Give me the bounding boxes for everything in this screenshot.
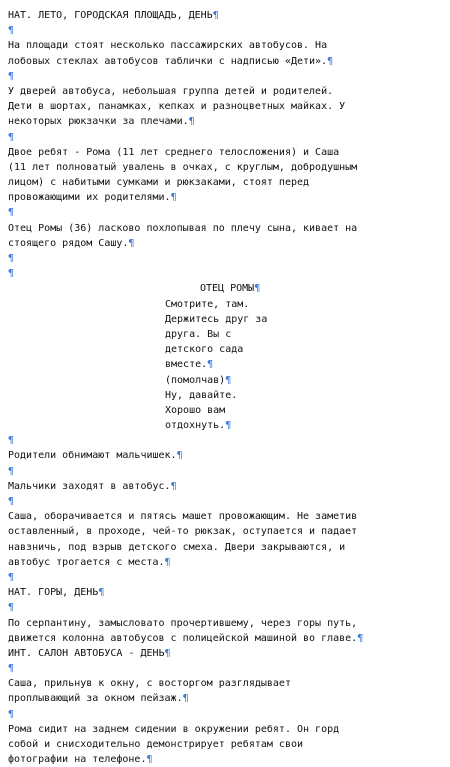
character-name[interactable] [8,281,444,296]
paragraph-mark-icon: ¶ [170,480,177,492]
line-text: провожающими их родителями. [8,192,171,204]
paragraph-mark-icon: ¶ [327,55,334,67]
text-line[interactable] [8,54,444,69]
paragraph-mark-icon: ¶ [8,496,15,507]
text-line[interactable] [8,494,444,509]
line-text: собой и снисходительно демонстрирует ребятам свои [8,739,304,750]
text-line[interactable] [8,616,444,631]
paragraph-mark-icon: ¶ [98,587,105,599]
paragraph-mark-icon: ¶ [8,663,15,675]
line-text: По серпантину, замысловато прочертившему, через горы путь, [8,617,358,629]
text-line[interactable] [8,99,444,114]
line-text: У дверей автобуса, небольшая группа детей и родителей. [8,85,334,97]
dialogue-line[interactable] [8,297,444,312]
text-line[interactable] [8,691,444,706]
text-line[interactable] [8,145,444,160]
text-line[interactable] [8,555,444,570]
paragraph-mark-icon: ¶ [8,131,15,143]
line-text: навзничь, под взрыв детского смеха. Двери закрываются, и [8,541,346,553]
paragraph-mark-icon: ¶ [176,450,183,462]
paragraph-mark-icon: ¶ [357,632,364,644]
dialogue-line[interactable] [8,357,444,372]
paragraph-mark-icon: ¶ [207,359,214,371]
line-text: Саша, оборачивается и пятясь машет провожающим. Не заметив [8,511,358,523]
paragraph-mark-icon: ¶ [8,268,15,280]
text-line[interactable] [8,190,444,205]
text-line[interactable] [8,646,444,661]
paragraph-mark-icon: ¶ [164,556,171,568]
line-text: (11 лет полноватый увалень в очках, с круглым, добродушным [8,161,358,173]
text-line[interactable] [8,752,444,767]
text-line[interactable] [8,221,444,236]
paragraph-mark-icon: ¶ [225,420,232,432]
dialogue-line[interactable] [8,403,444,418]
line-text: Дети в шортах, панамках, кепках и разноцветных майках. У [8,101,346,113]
text-line[interactable] [8,23,444,38]
paragraph-mark-icon: ¶ [8,70,15,82]
text-line[interactable] [8,236,444,251]
text-line[interactable] [8,585,444,600]
paragraph-mark-icon: ¶ [170,192,177,204]
text-line[interactable] [8,205,444,220]
paragraph-mark-icon: ¶ [8,435,15,447]
line-text: оставленный, в проходе, чей-то рюкзак, оступается и падает [8,526,358,538]
paragraph-mark-icon: ¶ [254,283,261,295]
text-line[interactable] [8,69,444,84]
paragraph-mark-icon: ¶ [8,25,15,37]
line-text: автобус трогается с места. [8,556,165,568]
text-line[interactable] [8,464,444,479]
dialogue-line[interactable] [8,327,444,342]
dialogue-line[interactable] [8,418,444,433]
text-line[interactable] [8,540,444,555]
paragraph-mark-icon: ¶ [164,647,171,659]
line-text: Смотрите, там. [165,298,250,310]
line-text: НАТ. ГОРЫ, ДЕНЬ [8,587,99,599]
text-line[interactable] [8,737,444,752]
line-text: (помолчав) [165,374,226,386]
line-text: стоящего рядом Сашу. [8,237,129,249]
text-line[interactable] [8,570,444,585]
line-text: детского сада [165,344,244,356]
paragraph-mark-icon: ¶ [225,374,232,386]
line-text: Рома сидит на заднем сидении в окружении ребят. Он горд [8,723,340,735]
text-line[interactable] [8,722,444,737]
text-line[interactable] [8,160,444,175]
dialogue-line[interactable] [8,342,444,357]
line-text: проплывающий за окном пейзаж. [8,693,183,705]
paragraph-mark-icon: ¶ [212,10,219,21]
text-line[interactable] [8,251,444,266]
line-text: лобовых стеклах автобусов таблички с надписью «Дети». [8,55,328,67]
line-text: Саша, прильнув к окну, с восторгом разглядывает [8,678,291,690]
line-text: лицом) с набитыми сумками и рюкзаками, стоят перед [8,177,310,189]
text-line[interactable] [8,8,444,23]
text-line[interactable] [8,631,444,646]
paragraph-mark-icon: ¶ [128,237,135,249]
line-text: друга. Вы с [165,328,232,340]
text-line[interactable] [8,448,444,463]
line-text: вместе. [165,359,208,371]
line-text: Двое ребят - Рома (11 лет среднего телосложения) и Саша [8,146,340,158]
line-text: Родители обнимают мальчишек. [8,450,177,462]
paragraph-mark-icon: ¶ [8,207,15,219]
line-text: ИНТ. САЛОН АВТОБУСА - ДЕНЬ [8,647,165,659]
line-text: ОТЕЦ РОМЫ [200,283,255,295]
line-text: НАТ. ЛЕТО, ГОРОДСКАЯ ПЛОЩАДЬ, ДЕНЬ [8,10,213,21]
text-line[interactable] [8,84,444,99]
dialogue-line[interactable] [8,312,444,327]
text-line[interactable] [8,266,444,281]
line-text: На площади стоят несколько пассажирских автобусов. На [8,40,328,52]
text-line[interactable] [8,676,444,691]
paragraph-mark-icon: ¶ [8,571,15,583]
text-line[interactable] [8,38,444,53]
text-line[interactable] [8,600,444,615]
document-page[interactable] [8,8,444,767]
text-line[interactable] [8,479,444,494]
paragraph-mark-icon: ¶ [146,754,153,766]
line-text: Ну, давайте. [165,389,238,401]
text-line[interactable] [8,509,444,524]
text-line[interactable] [8,175,444,190]
line-text: Держитесь друг за [165,313,268,325]
text-line[interactable] [8,114,444,129]
line-text: некоторых рюкзачки за плечами. [8,116,189,128]
paragraph-mark-icon: ¶ [188,116,195,128]
text-line[interactable] [8,661,444,676]
line-text: движется колонна автобусов с полицейской машиной во главе. [8,632,358,644]
line-text: Хорошо вам [165,404,226,416]
line-text: Отец Ромы (36) ласково похлопывая по плечу сына, кивает на [8,222,358,234]
paragraph-mark-icon: ¶ [182,693,189,705]
paragraph-mark-icon: ¶ [8,708,15,720]
dialogue-line[interactable] [8,388,444,403]
paragraph-mark-icon: ¶ [8,253,15,264]
text-line[interactable] [8,707,444,722]
paragraph-mark-icon: ¶ [8,602,15,614]
line-text: Мальчики заходят в автобус. [8,480,171,492]
text-line[interactable] [8,130,444,145]
text-line[interactable] [8,524,444,539]
text-line[interactable] [8,433,444,448]
paragraph-mark-icon: ¶ [8,465,15,477]
dialogue-line[interactable] [8,373,444,388]
line-text: фотографии на телефоне. [8,754,147,766]
line-text: отдохнуть. [165,420,226,432]
